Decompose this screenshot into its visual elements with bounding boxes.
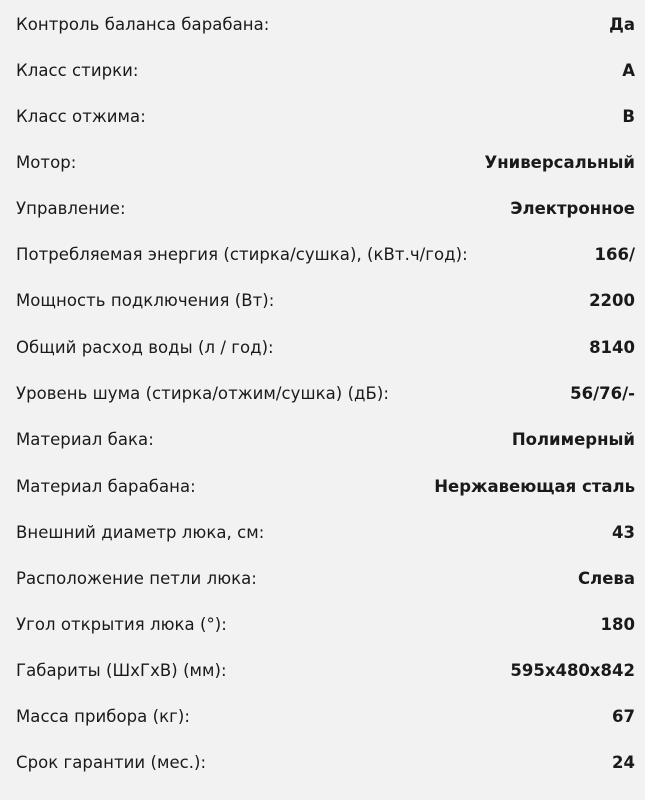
spec-label: Угол открытия люка (°): [16,614,227,634]
spec-value: 595x480x842 [510,660,635,680]
spec-row [16,427,635,451]
spec-value: Электронное [510,198,635,218]
spec-value: B [622,106,635,126]
spec-label: Мощность подключения (Вт): [16,290,275,310]
spec-label: Масса прибора (кг): [16,706,190,726]
spec-label: Материал бака: [16,429,154,449]
spec-label: Материал барабана: [16,476,196,496]
spec-value: 166/ [594,244,635,264]
spec-label: Расположение петли люка: [16,568,257,588]
spec-label: Габариты (ШхГхВ) (мм): [16,660,227,680]
spec-value: Универсальный [484,152,635,172]
spec-row [16,196,635,220]
spec-row [16,474,635,498]
spec-value: A [622,60,635,80]
spec-label: Внешний диаметр люка, см: [16,522,265,542]
spec-label: Потребляемая энергия (стирка/сушка), (кВт.ч/год): [16,244,468,264]
spec-row [16,750,635,774]
spec-row [16,520,635,544]
spec-value: 2200 [589,290,635,310]
spec-row [16,150,635,174]
spec-row [16,381,635,405]
spec-label: Класс стирки: [16,60,139,80]
spec-value: Слева [578,568,635,588]
spec-label: Уровень шума (стирка/отжим/сушка) (дБ): [16,383,389,403]
spec-row [16,288,635,312]
spec-row [16,12,635,36]
spec-row [16,104,635,128]
spec-row [16,612,635,636]
spec-row [16,658,635,682]
spec-label: Срок гарантии (мес.): [16,752,207,772]
spec-row [16,704,635,728]
spec-value: 8140 [589,337,635,357]
spec-value: Полимерный [511,429,635,449]
spec-label: Мотор: [16,152,77,172]
spec-value: Нержавеющая сталь [434,476,635,496]
spec-row [16,242,635,266]
spec-label: Общий расход воды (л / год): [16,337,274,357]
spec-value: 56/76/- [570,383,635,403]
spec-value: 43 [612,522,635,542]
spec-value: 180 [600,614,635,634]
spec-label: Контроль баланса барабана: [16,14,270,34]
spec-value: 24 [612,752,635,772]
spec-row [16,58,635,82]
spec-label: Класс отжима: [16,106,146,126]
spec-row [16,335,635,359]
spec-label: Управление: [16,198,126,218]
spec-value: 67 [612,706,635,726]
spec-row [16,566,635,590]
spec-value: Да [609,14,635,34]
